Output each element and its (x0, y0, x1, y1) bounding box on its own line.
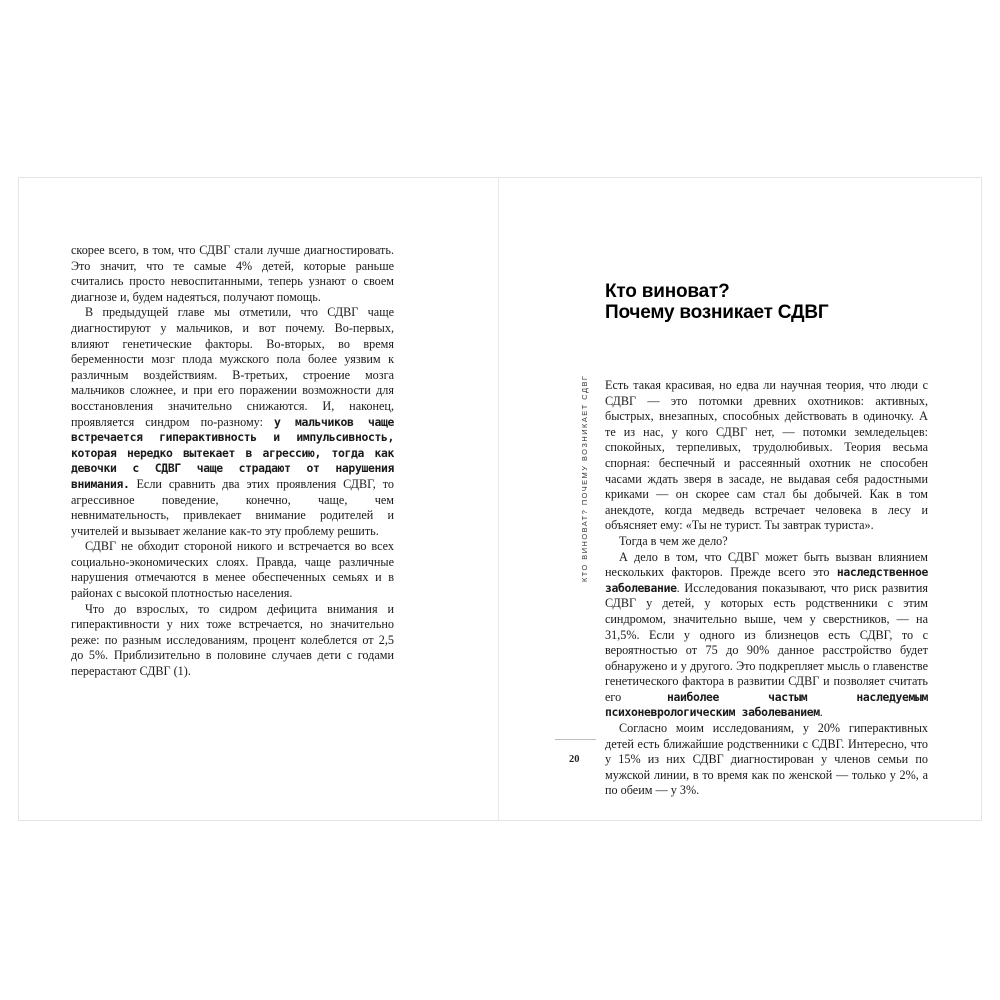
left-page-body (71, 243, 394, 680)
paragraph (71, 305, 394, 539)
bold-text: наследственное заболевание (605, 565, 928, 595)
paragraph (605, 550, 928, 722)
bold-text: у мальчиков чаще встречается гиперактивность и импульсивность, которая нередко вытекает в агрессию, тогда как девочки с СДВГ чаще страдают от нарушения внимания. (71, 414, 395, 491)
text-run: скорее всего, в том, что СДВГ стали лучше диагностировать. Это значит, что те самые 4% детей, которые раньше считались просто невоспитанными, теперь узнают о своем диагнозе и, будем надеяться, получают помощь. (71, 243, 394, 304)
running-head: КТО ВИНОВАТ? ПОЧЕМУ ВОЗНИКАЕТ СДВГ (580, 374, 589, 582)
text-run: Если сравнить два этих проявления СДВГ, то агрессивное поведение, конечно, чаще, чем невнимательность, привлекает внимание родителей и учителей и вызывает желание как-то эту проблему решить. (71, 476, 394, 538)
text-run: Тогда в чем же дело? (619, 533, 728, 548)
paragraph (71, 602, 394, 680)
text-run: . Исследования показывают, что риск развития СДВГ у детей, у которых есть родственники с этим синдромом, значительно выше, чем у сверстников, — на 31,5%. Если у одного из близнецов есть СДВГ, то с вероятностью от 75 до 90% данное расстройство будет обнаружено и у другого. Это подкрепляет мысль о главенстве генетического фактора в развитии СДВГ и позволяет считать его (605, 580, 928, 704)
folio-rule (555, 739, 596, 740)
paragraph (605, 721, 928, 799)
paragraph (71, 243, 394, 305)
text-run: А дело в том, что СДВГ может быть вызван влиянием нескольких факторов. Прежде всего это (605, 549, 928, 580)
chapter-title (605, 281, 828, 323)
text-run: Что до взрослых, то сидром дефицита внимания и гиперактивности у них тоже встречается, но значительно реже: по разным исследованиям, процент колеблется от 2,5 до 5%. Приблизительно в половине случаев дети с годами перерастают СДВГ (1). (71, 601, 394, 679)
text-run: В предыдущей главе мы отметили, что СДВГ чаще диагностируют у мальчиков, и вот почему. Во-первых, влияют генетические факторы. Во-вторых, во время беременности мозг плода мужского пола более уязвим к различным воздействиям. В-третьих, строение мозга мальчиков сложнее, и при его поражении возможности для восстановления значительно снижаются. И, наконец, проявляется синдром по-разному: (71, 305, 394, 429)
right-page-body (605, 378, 928, 799)
paragraph (605, 534, 928, 550)
chapter-title-line-2: Почему возникает СДВГ (605, 302, 829, 323)
right-page (499, 177, 982, 821)
page-number: 20 (569, 754, 580, 765)
left-page (18, 177, 499, 821)
text-run: Есть такая красивая, но едва ли научная теория, что люди с СДВГ — это потомки древних охотников: активных, быстрых, внезапных, способных действовать в одиночку. А те из нас, у кого СДВГ нет, — потомки земледельцев: спокойных, терпеливых, трудолюбивых. Теория весьма спорная: беспечный и рассеянный охотник не способен часами ждать зверя в засаде, не выдавая себя радостными криками — он скорее сам стал бы добычей. Как в том анекдоте, когда медведь встречает человека в лесу и объясняет ему: «Ты не турист. Ты завтрак туриста». (605, 378, 928, 533)
bold-text: наиболее частым наследуемым психоневрологическим заболеванием (605, 689, 929, 720)
text-run: . (819, 705, 823, 720)
text-run: СДВГ не обходит стороной никого и встречается во всех социально-экономических слоях. Правда, чаще различные нарушения отмечаются в менее обеспеченных семьях и в районах с высокой плотностью населения. (71, 539, 394, 601)
text-run: Согласно моим исследованиям, у 20% гиперактивных детей есть ближайшие родственники с СДВГ. Интересно, что у 15% из них СДВГ диагностирован у членов семьи по мужской линии, в то время как по женской — только у 2%, а по обеим — у 3%. (605, 721, 928, 798)
chapter-title-line-1: Кто виноват? (605, 281, 730, 302)
paragraph (605, 378, 928, 534)
paragraph (71, 539, 394, 601)
